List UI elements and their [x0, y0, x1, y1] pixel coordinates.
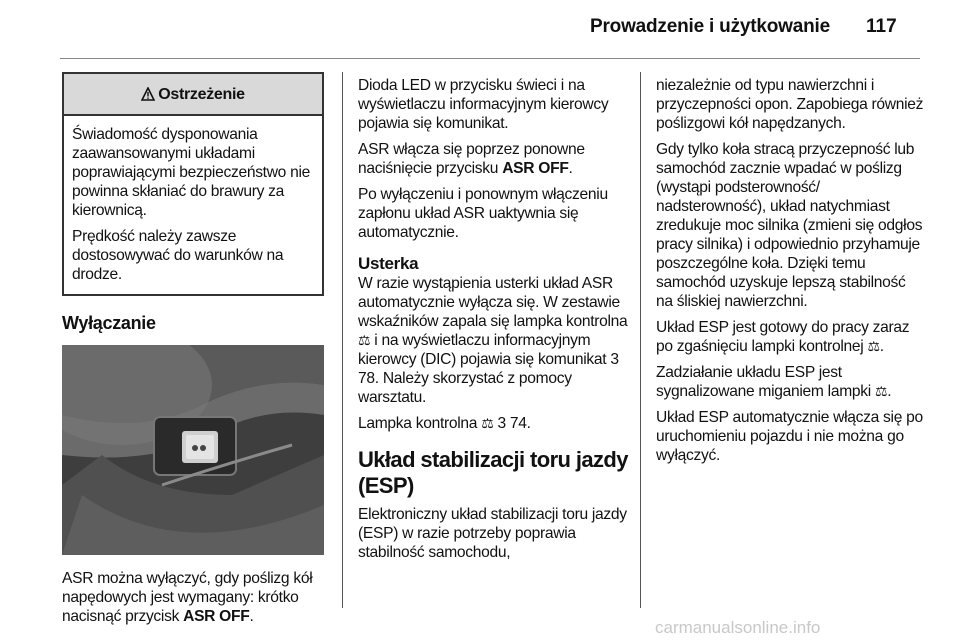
- column-1: [62, 72, 324, 633]
- punctuation: .: [249, 608, 254, 625]
- paragraph: [358, 414, 630, 433]
- paragraph-text: Zadziałanie układu ESP jest sygnalizowane miganiem lampki: [656, 364, 875, 400]
- fault-title: Usterka: [358, 254, 419, 273]
- warning-body: [64, 116, 322, 294]
- page-reference[interactable]: 3 78: [358, 351, 619, 387]
- warning-triangle-icon: [141, 87, 155, 101]
- column-2: [358, 76, 630, 569]
- column-3: [656, 76, 924, 472]
- esp-lamp-icon: ⚖: [481, 415, 494, 431]
- paragraph-text: Układ ESP jest gotowy do pracy zaraz po zgaśnięciu lampki kontrolnej: [656, 319, 910, 355]
- column-divider: [342, 72, 343, 608]
- paragraph: [656, 363, 924, 401]
- paragraph: [656, 318, 924, 356]
- watermark: carmanualsonline.info: [655, 618, 821, 637]
- paragraph: Elektroniczny układ stabilizacji toru jazdy (ESP) w razie potrzeby poprawia stabilność samochodu,: [358, 506, 627, 561]
- paragraph-text: i na wyświetlaczu informacyjnym kierowcy (DIC) pojawia się komunikat: [358, 332, 611, 368]
- header-rule: [60, 58, 920, 59]
- paragraph: Dioda LED w przycisku świeci i na wyświetlaczu informacyjnym kierowcy pojawia się komunikat.: [358, 77, 609, 132]
- asr-off-label: ASR OFF: [183, 608, 250, 625]
- paragraph: Po wyłączeniu i ponownym włączeniu zapłonu układ ASR uaktywnia się automatycznie.: [358, 186, 608, 241]
- page-header-title: Prowadzenie i użytkowanie: [590, 16, 830, 37]
- esp-lamp-icon: ⚖: [358, 332, 371, 348]
- paragraph: niezależnie od typu nawierzchni i przyczepności opon. Zapobiega również poślizgowi kół napędzanych.: [656, 77, 924, 132]
- punctuation: .: [887, 383, 892, 400]
- asr-off-label: ASR OFF: [502, 160, 569, 177]
- paragraph: [62, 569, 324, 626]
- paragraph: Układ ESP automatycznie włącza się po uruchomieniu pojazdu i nie można go wyłączyć.: [656, 409, 923, 464]
- esp-section-title: Układ stabilizacji toru jazdy (ESP): [358, 447, 628, 498]
- page-number: 117: [866, 16, 897, 37]
- warning-box: [62, 72, 324, 296]
- paragraph: Gdy tylko koła stracą przyczepność lub samochód zacznie wpadać w poślizg (wystąpi podsterowność/ nadsterowność), układ natychmiast zredukuje moc silnika (zmieni się odgłos pracy silnika) i odpowiednio przyhamuje poszczególne koła. Dzięki temu samochód uzyskuje lepszą stabilność na śliskiej nawierzchni.: [656, 141, 923, 310]
- page-reference[interactable]: 3 74: [497, 415, 527, 432]
- warning-paragraph: Świadomość dysponowania zaawansowanymi układami poprawiającymi bezpieczeństwo nie powinna skłaniać do brawury za kierownicą.: [72, 126, 310, 219]
- column-divider: [640, 72, 641, 608]
- esp-lamp-icon: ⚖: [867, 338, 880, 354]
- asr-button-photo: [62, 345, 324, 555]
- warning-title: Ostrzeżenie: [158, 85, 245, 103]
- punctuation: .: [568, 160, 573, 177]
- paragraph-text: ASR można wyłączyć, gdy poślizg kół napędowych jest wymagany: krótko nacisnąć przycisk: [62, 570, 313, 625]
- esp-lamp-icon: ⚖: [874, 383, 888, 399]
- paragraph-text: Lampka kontrolna: [358, 415, 482, 432]
- paragraph: [358, 274, 630, 407]
- punctuation: .: [526, 415, 531, 432]
- section-title: Wyłączanie: [62, 313, 156, 333]
- paragraph-text: ASR włącza się poprzez ponowne naciśnięcie przycisku: [358, 141, 585, 177]
- paragraph-text: W razie wystąpienia usterki układ ASR automatycznie wyłącza się. W zestawie wskaźników zapala się lampka kontrolna: [358, 275, 628, 330]
- paragraph-text: . Należy skorzystać z pomocy warsztatu.: [358, 370, 572, 406]
- warning-paragraph: Prędkość należy zawsze dostosowywać do warunków na drodze.: [72, 228, 284, 283]
- paragraph: [358, 140, 630, 178]
- warning-header: [64, 74, 322, 116]
- punctuation: .: [879, 338, 884, 355]
